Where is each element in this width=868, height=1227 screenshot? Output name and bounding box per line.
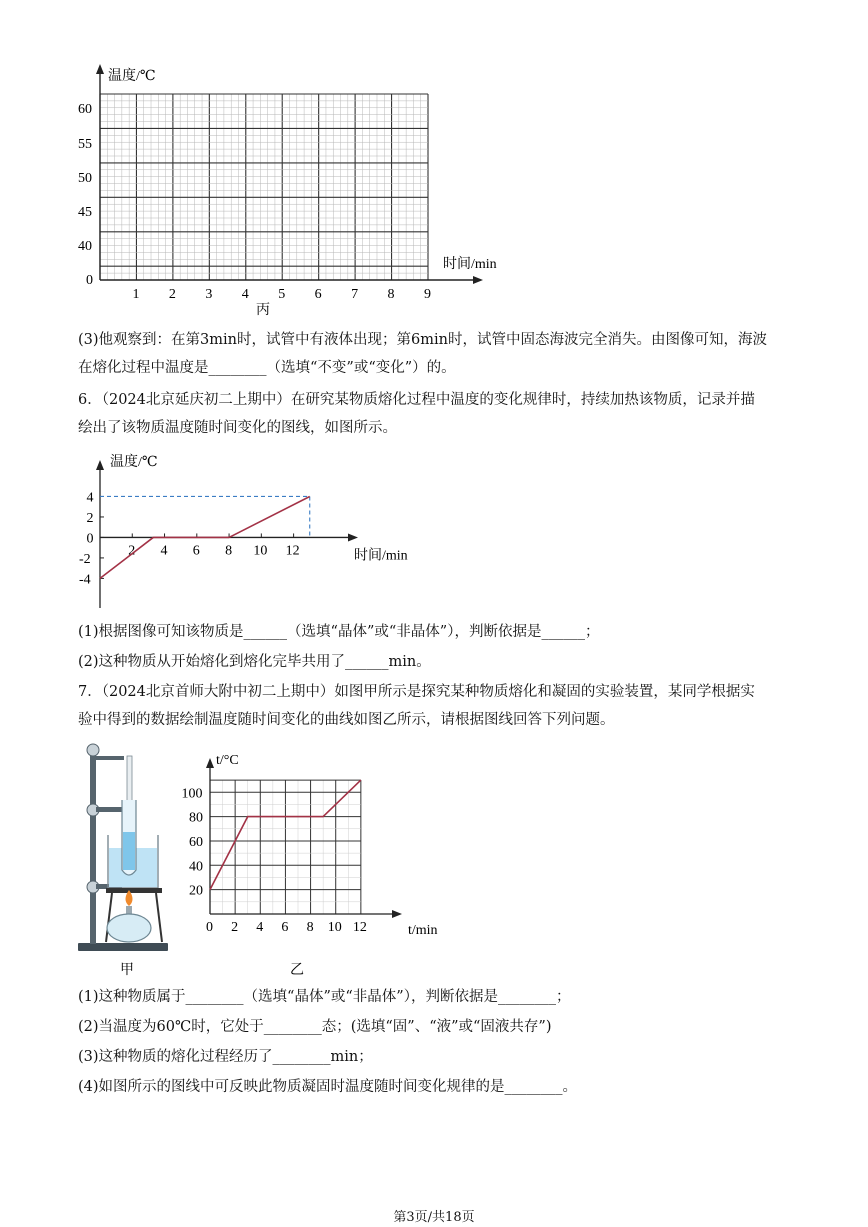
x-tick-label: 4 xyxy=(256,920,264,935)
x-tick-label: 3 xyxy=(205,287,213,302)
y-tick-label: 45 xyxy=(78,205,92,220)
series-line xyxy=(229,496,310,537)
x-tick-label: 1 xyxy=(132,287,140,302)
x-tick-label: 2 xyxy=(128,543,136,559)
x-tick-label: 8 xyxy=(387,287,395,302)
x-axis-label: 时间/min xyxy=(354,548,408,564)
q6-sub1: (1)根据图像可知该物质是______（选填“晶体”或“非晶体”），判断依据是______； xyxy=(78,624,600,640)
x-axis-label: t/min xyxy=(408,923,438,938)
q7-line1: 7．（2024北京首师大附中初二上期中）如图甲所示是探究某种物质熔化和凝固的实验装置，某同学根据实 xyxy=(78,684,755,700)
q7-subquestions xyxy=(78,983,798,1101)
x-tick-label: 8 xyxy=(225,543,233,559)
q7-sub2: (2)当温度为60℃时，它处于________态；(选填“固”、“液”或“固液共存”) xyxy=(78,1019,552,1035)
question-6 xyxy=(78,386,798,442)
y-tick-label: 0 xyxy=(86,273,93,288)
y-axis-label: 温度/℃ xyxy=(110,455,158,470)
x-tick-label: 6 xyxy=(192,543,200,559)
q6-temperature-chart xyxy=(70,444,408,614)
x-axis-arrow xyxy=(348,533,358,541)
y-tick-label: 20 xyxy=(189,883,203,899)
y-axis-arrow xyxy=(96,460,104,470)
q7-sub3: (3)这种物质的熔化过程经历了________min； xyxy=(78,1049,373,1065)
x-axis-arrow xyxy=(392,910,402,918)
page-footer: 第3页/共18页 xyxy=(393,1210,475,1225)
y-tick-label: 50 xyxy=(78,171,92,186)
caption-yi: 乙 xyxy=(290,963,304,978)
q5-part3-line1: (3)他观察到：在第3min时，试管中有液体出现；第6min时，试管中固态海波完全消失。由图像可知，海波 xyxy=(78,332,767,348)
y-tick-label: 40 xyxy=(78,239,92,254)
x-tick-label: 4 xyxy=(160,543,168,559)
q6-line1: 6．（2024北京延庆初二上期中）在研究某物质熔化过程中温度的变化规律时，持续加热该物质，记录并描 xyxy=(78,392,755,408)
q7-sub1: (1)这种物质属于________（选填“晶体”或“非晶体”），判断依据是________； xyxy=(78,989,571,1005)
y-tick-label: 60 xyxy=(189,834,203,850)
x-tick-label: 0 xyxy=(206,920,213,935)
y-axis-label: 温度/℃ xyxy=(108,69,156,84)
x-tick-label: 4 xyxy=(241,287,249,302)
y-tick-label: 60 xyxy=(78,102,92,117)
series-line xyxy=(100,537,153,578)
y-tick-label: 4 xyxy=(86,490,94,506)
x-tick-label: 2 xyxy=(231,920,239,935)
x-tick-label: 12 xyxy=(285,543,300,559)
q6-line2: 绘出了该物质温度随时间变化的图线，如图所示。 xyxy=(78,420,397,436)
caption-bing: 丙 xyxy=(256,303,270,318)
x-tick-label: 10 xyxy=(253,543,268,559)
y-tick-label: -2 xyxy=(79,551,91,567)
x-tick-label: 2 xyxy=(168,287,176,302)
y-tick-label: 100 xyxy=(181,786,203,802)
q6-sub2: (2)这种物质从开始熔化到熔化完毕共用了______min。 xyxy=(78,654,431,670)
question-7 xyxy=(78,678,798,734)
q5-part3-line2: 在熔化过程中温度是________（选填“不变”或“变化”）的。 xyxy=(78,360,456,376)
x-tick-label: 6 xyxy=(281,920,289,935)
x-tick-label: 9 xyxy=(424,287,431,302)
y-axis-arrow xyxy=(206,758,214,768)
q6-subquestions xyxy=(78,618,798,676)
x-tick-label: 12 xyxy=(352,920,367,935)
y-tick-label: 55 xyxy=(78,137,92,152)
y-tick-label: 40 xyxy=(189,859,203,875)
q5-part3 xyxy=(78,326,798,382)
y-axis-label: t/°C xyxy=(216,753,239,768)
x-tick-label: 5 xyxy=(278,287,286,302)
caption-jia: 甲 xyxy=(120,963,134,978)
q7-sub4: (4)如图所示的图线中可反映此物质凝固时温度随时间变化规律的是________。 xyxy=(78,1079,578,1095)
y-tick-label: -4 xyxy=(79,572,91,588)
x-tick-label: 7 xyxy=(351,287,359,302)
x-tick-label: 10 xyxy=(327,920,342,935)
apparatus-figure xyxy=(72,740,182,980)
y-tick-label: 80 xyxy=(189,810,203,826)
x-tick-label: 8 xyxy=(306,920,314,935)
y-tick-label: 2 xyxy=(86,510,94,526)
q7-line2: 验中得到的数据绘制温度随时间变化的曲线如图乙所示，请根据图线回答下列问题。 xyxy=(78,712,615,728)
q7-temperature-chart xyxy=(180,748,438,980)
y-tick-label: 0 xyxy=(86,531,94,547)
x-tick-label: 6 xyxy=(314,287,322,302)
x-axis-label: 时间/min xyxy=(443,257,497,272)
figure-bing-grid xyxy=(70,58,510,323)
